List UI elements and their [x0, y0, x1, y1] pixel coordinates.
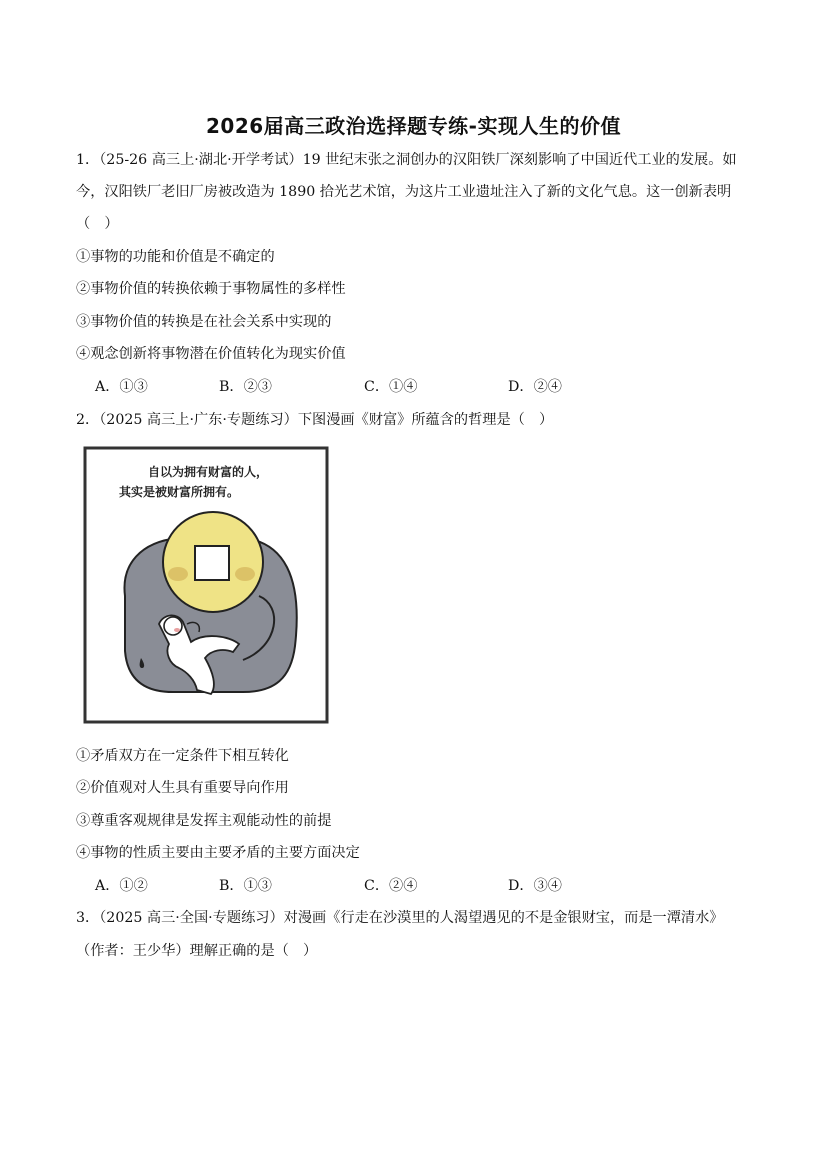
question-1-statement-3: ③事物价值的转换是在社会关系中实现的	[76, 314, 332, 330]
question-1-text-line-1: 1．（25-26 高三上·湖北·开学考试）19 世纪末张之洞创办的汉阳铁厂深刻影响了中国近代工业的发展。如	[76, 152, 737, 168]
question-1-statement-2: ②事物价值的转换依赖于事物属性的多样性	[76, 281, 346, 297]
question-2-statement-3: ③尊重客观规律是发挥主观能动性的前提	[76, 813, 332, 829]
question-1-option-d: D．②④	[508, 379, 562, 395]
question-1-statement-4: ④观念创新将事物潜在价值转化为现实价值	[76, 346, 346, 362]
cartoon-caption-line-2: 其实是被财富所拥有。	[119, 485, 240, 499]
question-2-statement-2: ②价值观对人生具有重要导向作用	[76, 780, 289, 796]
question-2-option-a: A．①②	[95, 878, 148, 894]
wealth-cartoon-drawing	[83, 446, 329, 724]
question-2-statement-1: ①矛盾双方在一定条件下相互转化	[76, 748, 289, 764]
question-2-option-b: B．①③	[219, 878, 272, 894]
question-1-statement-1: ①事物的功能和价值是不确定的	[76, 249, 275, 265]
question-3-text-line-2: （作者：王少华）理解正确的是（ ）	[76, 943, 318, 959]
wealth-cartoon	[83, 446, 329, 724]
question-1-text-line-3: （ ）	[76, 216, 119, 232]
question-1-option-c: C．①④	[364, 379, 418, 395]
cartoon-caption-line-1: 自以为拥有财富的人，	[148, 465, 269, 479]
question-2-option-d: D．③④	[508, 878, 562, 894]
question-1-option-b: B．②③	[219, 379, 272, 395]
coin-square-hole	[195, 546, 229, 580]
question-1-text-line-2: 今，汉阳铁厂老旧厂房被改造为 1890 拾光艺术馆，为这片工业遗址注入了新的文化气息。这一创新表明	[76, 184, 732, 200]
question-3-text-line-1: 3．（2025 高三·全国·专题练习）对漫画《行走在沙漠里的人渴望遇见的不是金银财宝，而是一潭清水》	[76, 910, 724, 926]
question-2-option-c: C．②④	[364, 878, 418, 894]
question-2-statement-4: ④事物的性质主要由主要矛盾的主要方面决定	[76, 845, 360, 861]
document-title: 2026届高三政治选择题专练-实现人生的价值	[206, 114, 621, 138]
question-1-option-a: A．①③	[95, 379, 148, 395]
question-2-text-line-1: 2．（2025 高三上·广东·专题练习）下图漫画《财富》所蕴含的哲理是（ ）	[76, 412, 554, 428]
